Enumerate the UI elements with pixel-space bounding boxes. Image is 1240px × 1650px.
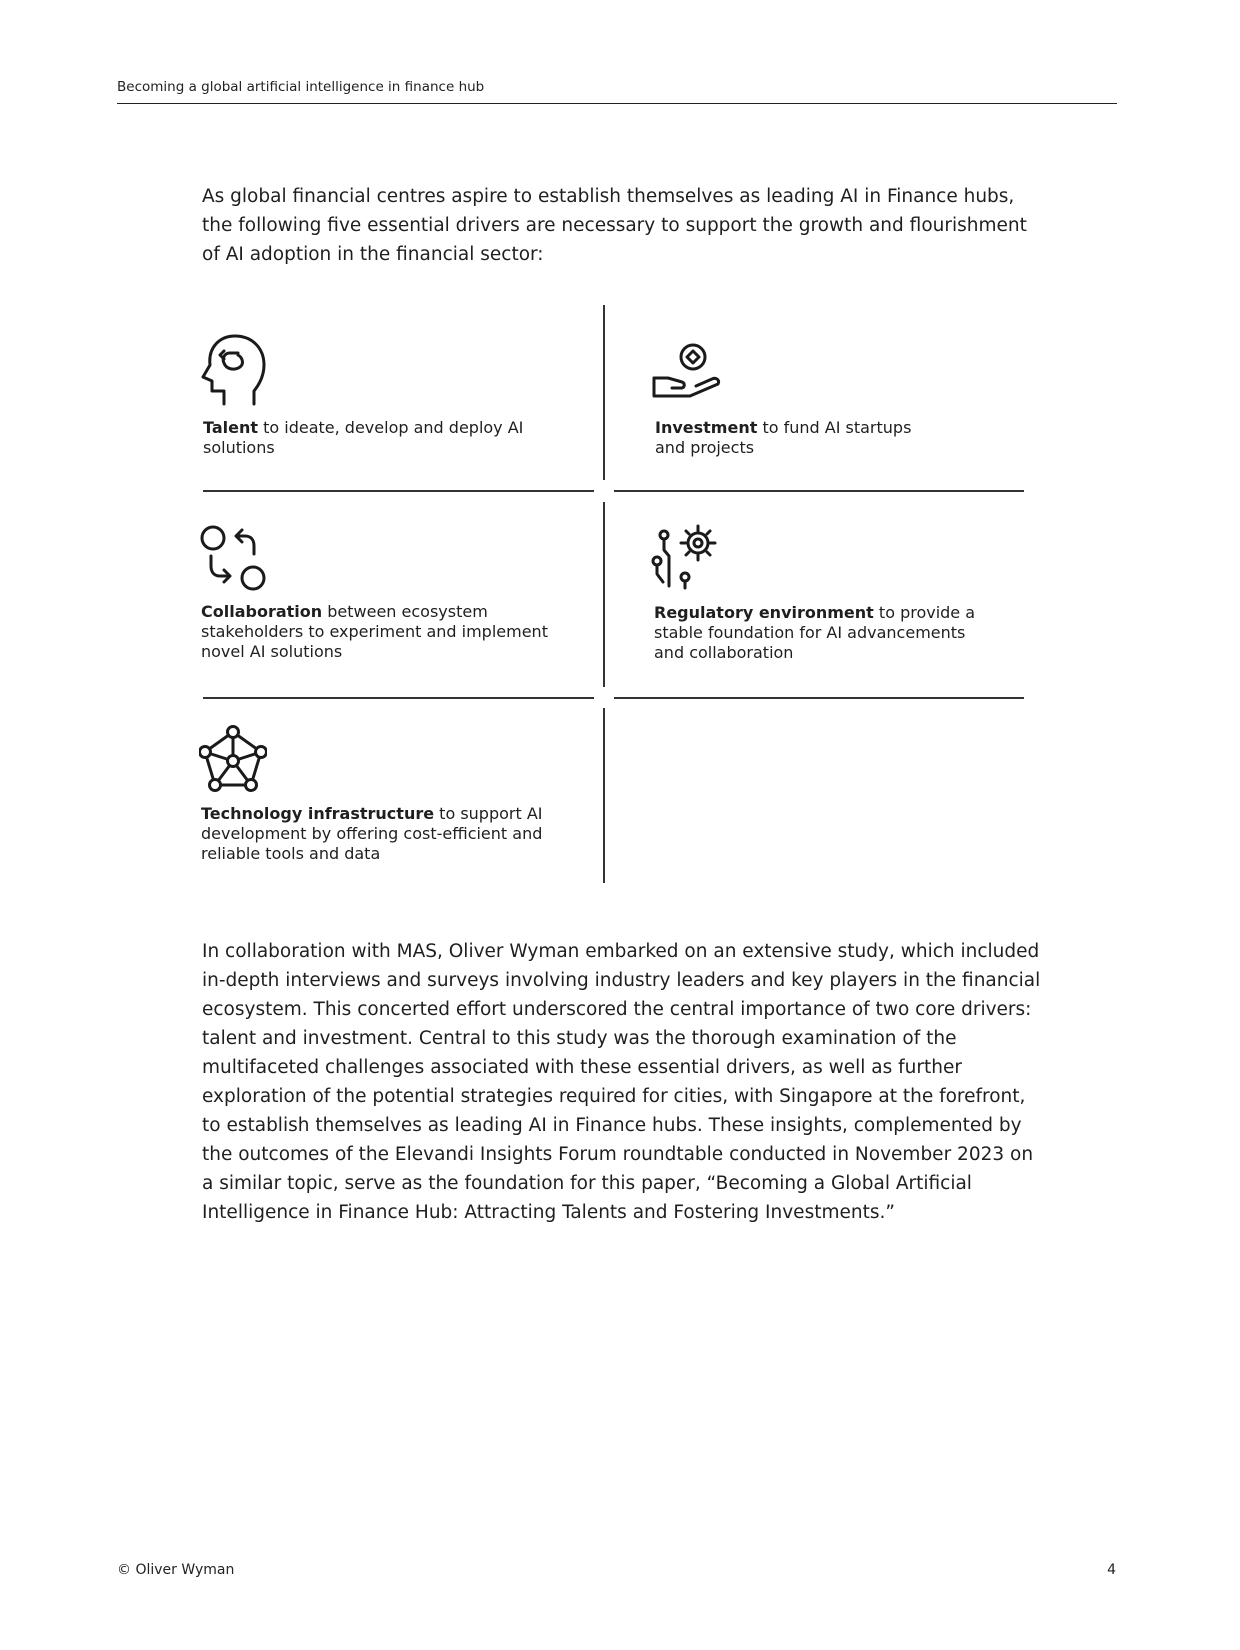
driver-collaboration-label: Collaboration (201, 602, 323, 621)
exchange-arrows-icon (199, 524, 269, 592)
driver-investment-label: Investment (655, 418, 758, 437)
driver-regulatory-label: Regulatory environment (654, 603, 874, 622)
body-paragraph: In collaboration with MAS, Oliver Wyman embarked on an extensive study, which included in-depth interviews and surveys involving industry leaders and key players in the financial ecosystem. This concerted effort underscored the central importance of two core drivers: talent and investment. Central to this study was the thorough examination of the multifaceted challenges associated with these essential drivers, as well as further exploration of the potential strategies required for cities, with Singapore at the forefront, to establish themselves as leading AI in Finance hubs. These insights, complemented by the outcomes of the Elevandi Insights Forum roundtable conducted in November 2023 on a similar topic, serve as the foundation for this paper, “Becoming a Global Artificial Intelligence in Finance Hub: Attracting Talents and Fostering Investments.” (202, 941, 1041, 1223)
driver-collaboration-description: between ecosystem stakeholders to experiment and implement novel AI solutions (201, 602, 548, 661)
driver-technology-description: to support AI development by offering cost-efficient and reliable tools and data (201, 804, 543, 863)
driver-talent-description: to ideate, develop and deploy AI solutions (203, 418, 524, 457)
page-number: 4 (1107, 1562, 1116, 1578)
grid-divider-horizontal-1b (614, 490, 1024, 492)
driver-regulatory-description: to provide a stable foundation for AI advancements and collaboration (654, 603, 976, 662)
running-header: Becoming a global artificial intelligence in finance hub (117, 79, 485, 95)
grid-divider-horizontal-2b (614, 697, 1024, 699)
network-pentagon-icon (199, 725, 267, 793)
grid-divider-vertical-2 (603, 502, 605, 687)
head-icon (200, 333, 270, 407)
header-rule (117, 103, 1117, 104)
grid-divider-horizontal-2a (203, 697, 594, 699)
driver-technology (201, 804, 561, 864)
driver-investment-description: to fund AI startups and projects (655, 418, 912, 457)
hand-coin-icon (652, 342, 722, 406)
grid-divider-vertical-1 (603, 305, 605, 480)
driver-collaboration (201, 602, 561, 662)
footer-copyright: © Oliver Wyman (117, 1562, 235, 1578)
driver-talent-label: Talent (203, 418, 259, 437)
driver-technology-label: Technology infrastructure (201, 804, 435, 823)
driver-regulatory (654, 603, 994, 663)
driver-investment (655, 418, 925, 458)
driver-talent (203, 418, 543, 458)
grid-divider-horizontal-1a (203, 490, 594, 492)
grid-divider-vertical-3 (603, 708, 605, 883)
intro-paragraph: As global financial centres aspire to establish themselves as leading AI in Finance hubs, the following five essential drivers are necessary to support the growth and flourishment of AI adoption in the financial sector: (202, 186, 1027, 265)
circuit-gear-icon (650, 522, 720, 594)
